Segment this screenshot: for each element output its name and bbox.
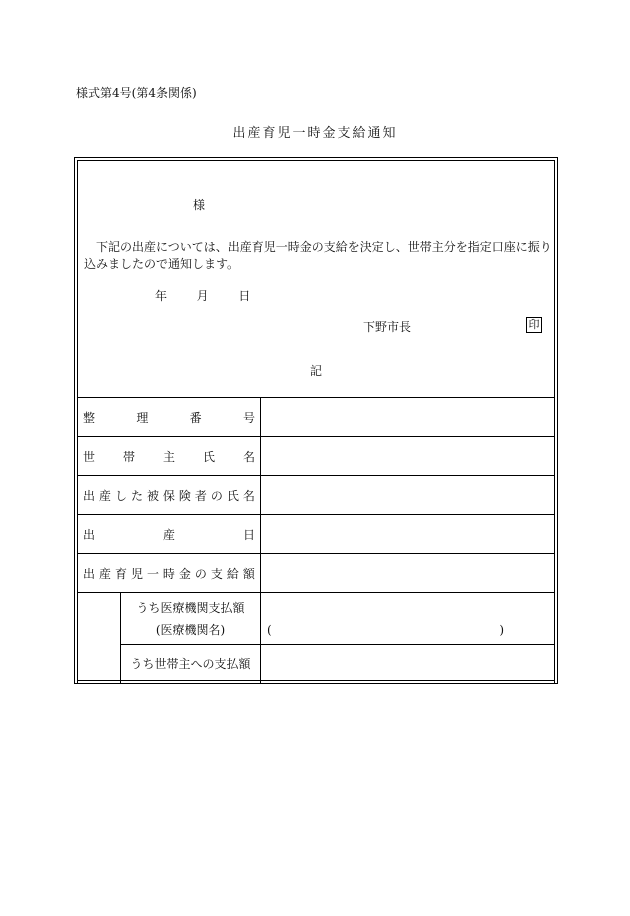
label-char: 被 — [146, 488, 159, 503]
date-month: 月 — [196, 289, 209, 303]
birth-date-field[interactable] — [261, 515, 555, 554]
label-char: 産 — [98, 566, 111, 581]
label-char: 給 — [226, 566, 239, 581]
medical-institution-label: (医療機関名) — [155, 622, 226, 637]
label-char: 産 — [98, 488, 111, 503]
label-char: 時 — [162, 566, 175, 581]
details-table — [77, 397, 555, 684]
label-char: 一 — [146, 566, 159, 581]
table-row — [78, 515, 555, 554]
household-payment-label-cell — [121, 645, 261, 684]
label-char: 名 — [242, 449, 255, 464]
table-row — [78, 398, 555, 437]
form-inner-border — [77, 160, 555, 681]
household-payment-field[interactable] — [261, 645, 555, 684]
table-row — [78, 554, 555, 593]
label-char: 額 — [242, 566, 255, 581]
householder-name-field[interactable] — [261, 437, 555, 476]
label-char: 番 — [189, 410, 202, 425]
seal-mark: 印 — [526, 317, 542, 333]
medical-payment-field[interactable] — [261, 593, 555, 645]
label-char: 名 — [242, 488, 255, 503]
label-cell — [78, 437, 261, 476]
label-char: 理 — [136, 410, 149, 425]
notice-body: 下記の出産については、出産育児一時金の支給を決定し、世帯主分を指定口座に振り込みましたので通知します。 — [84, 240, 552, 271]
date-day: 日 — [238, 289, 251, 303]
label-char: た — [130, 488, 143, 503]
document-title: 出産育児一時金支給通知 — [232, 126, 398, 141]
medical-payment-label: うち医療機関支払額 — [136, 600, 245, 615]
table-row — [78, 476, 555, 515]
date-year: 年 — [155, 289, 168, 303]
insured-name-field[interactable] — [261, 476, 555, 515]
table-row — [78, 593, 555, 645]
date-row — [155, 287, 250, 304]
label-char: の — [210, 488, 223, 503]
label-char: し — [114, 488, 127, 503]
form-frame — [74, 157, 558, 684]
label-char: 保 — [162, 488, 175, 503]
label-char: 主 — [162, 449, 175, 464]
table-row — [78, 437, 555, 476]
open-paren: ( — [267, 622, 272, 637]
reference-number-field[interactable] — [261, 398, 555, 437]
label-char: 金 — [178, 566, 191, 581]
label-cell — [78, 476, 261, 515]
close-paren: ) — [499, 622, 504, 637]
label-char: 出 — [83, 566, 96, 581]
label-char: 整 — [83, 410, 96, 425]
lump-sum-amount-field[interactable] — [261, 554, 555, 593]
label-char: 氏 — [226, 488, 239, 503]
label-char: 険 — [178, 488, 191, 503]
label-char: 児 — [130, 566, 143, 581]
issuer-name: 下野市長 — [363, 320, 412, 334]
label-cell — [78, 554, 261, 593]
label-char: 氏 — [202, 449, 215, 464]
label-char: 産 — [162, 527, 175, 542]
table-row — [78, 645, 555, 684]
label-cell — [78, 515, 261, 554]
label-char: 者 — [194, 488, 207, 503]
label-char: 号 — [242, 410, 255, 425]
label-cell — [78, 398, 261, 437]
medical-payment-label-cell — [121, 593, 261, 645]
label-char: 出 — [83, 527, 96, 542]
label-char: 出 — [83, 488, 96, 503]
label-char: 日 — [242, 527, 255, 542]
form-number: 様式第4号(第4条関係) — [76, 86, 197, 100]
label-char: 世 — [83, 449, 96, 464]
label-char: 育 — [114, 566, 127, 581]
label-char: 帯 — [122, 449, 135, 464]
indent-cell — [78, 593, 121, 684]
household-payment-label: うち世帯主への支払額 — [130, 657, 251, 671]
label-char: の — [194, 566, 207, 581]
ki-heading: 記 — [309, 364, 322, 378]
label-char: 支 — [210, 566, 223, 581]
addressee-suffix: 様 — [193, 198, 206, 212]
